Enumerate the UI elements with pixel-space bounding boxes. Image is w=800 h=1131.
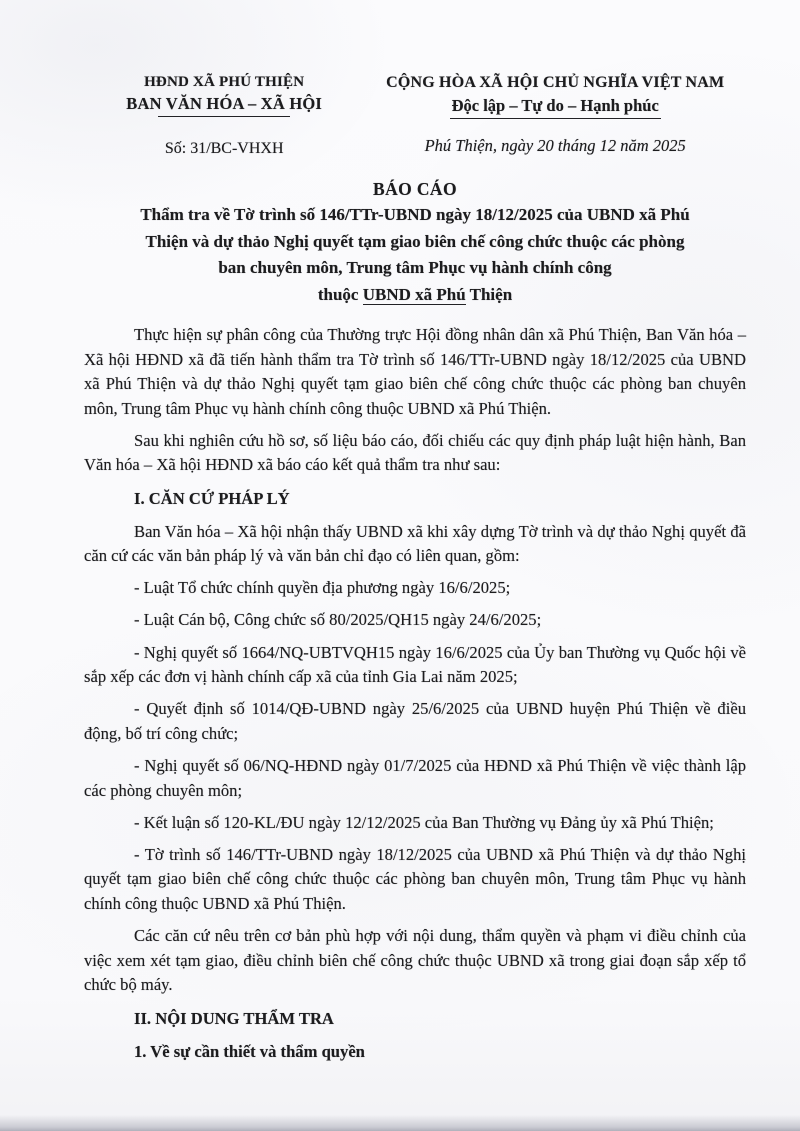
national-motto-text: Độc lập – Tự do – Hạnh phúc [450, 96, 661, 119]
legal-item: - Nghị quyết số 1664/NQ-UBTVQH15 ngày 16/6/2025 của Ủy ban Thường vụ Quốc hội về sắp xếp các đơn vị hành chính cấp xã của tỉnh Gia Lai năm 2025; [84, 642, 746, 687]
subtitle-line-1: Thẩm tra về Tờ trình số 146/TTr-UBND ngày 18/12/2025 của UBND xã Phú [140, 205, 690, 224]
document-subtitle [84, 202, 746, 308]
national-motto [364, 96, 746, 119]
national-name: CỘNG HÒA XÃ HỘI CHỦ NGHĨA VIỆT NAM [386, 74, 725, 91]
section-1-heading: I. CĂN CỨ PHÁP LÝ [134, 489, 290, 509]
subtitle-line4-prefix: thuộc [317, 284, 363, 304]
legal-item: - Nghị quyết số 06/NQ-HĐND ngày 01/7/2025 của HĐND xã Phú Thiện về việc thành lập các phòng chuyên môn; [84, 755, 746, 800]
subtitle-line-2: Thiện và dự thảo Nghị quyết tạm giao biên chế công chức thuộc các phòng [145, 231, 685, 251]
paragraph-conclusion-basis: Các căn cứ nêu trên cơ bản phù hợp với nội dung, thẩm quyền và phạm vi điều chỉnh của việc xem xét tạm giao, điều chỉnh biên chế công chức thuộc UBND xã trong giai đoạn sắp xếp tổ chức bộ máy. [84, 925, 746, 995]
legal-item: - Luật Tổ chức chính quyền địa phương ngày 16/6/2025; [134, 578, 511, 598]
place-and-date: Phú Thiện, ngày 20 tháng 12 năm 2025 [424, 136, 686, 155]
subtitle-line4-underlined: UBND xã Phú [362, 284, 466, 304]
paragraph-review-basis: Sau khi nghiên cứu hồ sơ, số liệu báo cáo, đối chiếu các quy định pháp luật hiện hành, Ban Văn hóa – Xã hội HĐND xã báo cáo kết quả thẩm tra như sau: [84, 430, 746, 475]
document-content [84, 74, 746, 1073]
document-body [84, 323, 746, 1065]
paragraph-legal-intro: Ban Văn hóa – Xã hội nhận thấy UBND xã khi xây dựng Tờ trình và dự thảo Nghị quyết đã căn cứ các văn bản pháp lý và văn bản chỉ đạo có liên quan, gồm: [84, 521, 746, 566]
section-2-heading: II. NỘI DUNG THẨM TRA [134, 1008, 334, 1028]
subtitle-line-4 [84, 282, 746, 309]
legal-item: - Quyết định số 1014/QĐ-UBND ngày 25/6/2025 của UBND huyện Phú Thiện về điều động, bố trí công chức; [84, 699, 746, 743]
agency-underline-rule [158, 116, 290, 117]
subsection-1-heading: 1. Về sự cần thiết và thẩm quyền [134, 1042, 365, 1062]
legal-item: - Tờ trình số 146/TTr-UBND ngày 18/12/2025 của UBND xã Phú Thiện và dự thảo Nghị quyết tạm giao biên chế công chức thuộc các phòng ban chuyên môn, Trung tâm Phục vụ hành chính công thuộc UBND xã Phú Thiện. [84, 844, 746, 913]
document-number: Số: 31/BC-VHXH [164, 140, 284, 157]
document-header [84, 74, 746, 158]
legal-item: - Luật Cán bộ, Công chức số 80/2025/QH15 ngày 24/6/2025; [134, 610, 542, 630]
issuing-agency-name: BAN VĂN HÓA – XÃ HỘI [126, 94, 323, 113]
subtitle-line-3: ban chuyên môn, Trung tâm Phục vụ hành chính công [218, 258, 612, 277]
document-type-label: BÁO CÁO [373, 179, 457, 199]
document-title-block [84, 179, 746, 308]
issuing-agency-block [84, 74, 364, 158]
parent-agency-name: HĐND XÃ PHÚ THIỆN [144, 74, 305, 90]
paragraph-intro: Thực hiện sự phân công của Thường trực Hội đồng nhân dân xã Phú Thiện, Ban Văn hóa – Xã hội HĐND xã đã tiến hành thẩm tra Tờ trình số 146/TTr-UBND ngày 18/12/2025 của UBND xã Phú Thiện và dự thảo Nghị quyết tạm giao biên chế công chức thuộc các phòng ban chuyên môn, Trung tâm Phục vụ hành chính công thuộc UBND xã Phú Thiện. [84, 325, 746, 418]
legal-item: - Kết luận số 120-KL/ĐU ngày 12/12/2025 của Ban Thường vụ Đảng ủy xã Phú Thiện; [134, 812, 714, 832]
national-motto-block [364, 74, 746, 156]
subtitle-line4-suffix: Thiện [465, 284, 513, 304]
